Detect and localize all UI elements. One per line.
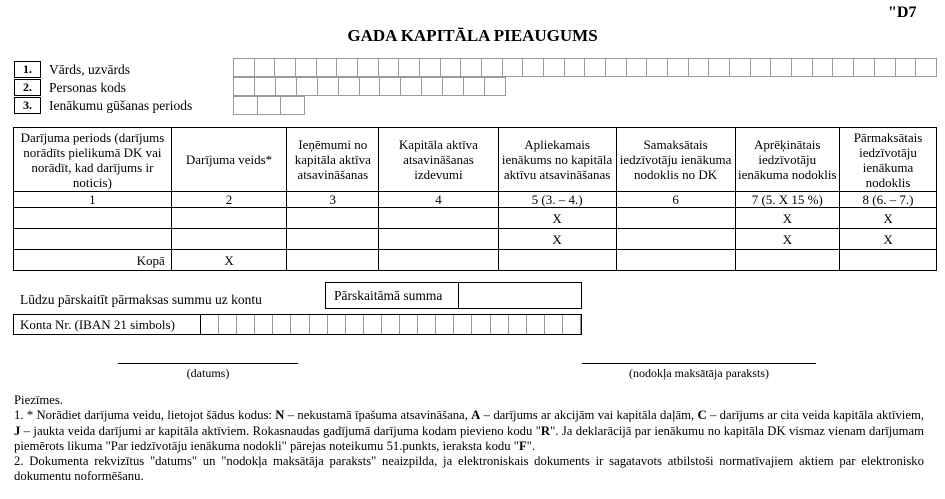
note-text: – jaukta veida darījumi ar kapitāla aktīviem. Rokasnaudas gadījumā darījuma kodam pievieno kodu " xyxy=(20,423,541,438)
column-header: Darījuma veids* xyxy=(171,128,286,192)
field-number: 1. xyxy=(14,61,41,78)
name-char-cell[interactable] xyxy=(647,59,668,76)
column-number: 7 (5. X 15 %) xyxy=(735,192,840,208)
personal-code-char-cell[interactable] xyxy=(443,78,464,95)
table-cell[interactable] xyxy=(287,229,379,250)
total-x-mark: X xyxy=(171,250,286,271)
column-header: Samaksātais iedzīvotāju ienākuma nodoklis no DK xyxy=(616,128,735,192)
account-char-cell[interactable] xyxy=(328,315,346,334)
account-char-cell[interactable] xyxy=(400,315,418,334)
field-label-name: Vārds, uzvārds xyxy=(49,61,130,77)
notes-heading: Piezīmes. xyxy=(14,393,63,407)
table-cell: X xyxy=(840,229,937,250)
account-char-cell[interactable] xyxy=(273,315,291,334)
account-number-input-grid[interactable] xyxy=(201,315,581,334)
code-label: R xyxy=(540,423,551,438)
account-char-cell[interactable] xyxy=(201,315,219,334)
personal-code-char-cell[interactable] xyxy=(422,78,443,95)
account-char-cell[interactable] xyxy=(491,315,509,334)
capital-gains-table xyxy=(13,127,937,271)
name-char-cell[interactable] xyxy=(771,59,792,76)
personal-code-char-cell[interactable] xyxy=(234,78,255,95)
table-cell: X xyxy=(735,208,840,229)
name-char-cell[interactable] xyxy=(482,59,503,76)
column-header: Apliekamais ienākums no kapitāla aktīvu atsavināšanas xyxy=(498,128,616,192)
account-char-cell[interactable] xyxy=(509,315,527,334)
name-char-cell[interactable] xyxy=(916,59,937,76)
name-char-cell[interactable] xyxy=(875,59,896,76)
table-cell[interactable] xyxy=(616,250,735,271)
column-number: 5 (3. – 4.) xyxy=(498,192,616,208)
note-text: ". xyxy=(526,438,536,453)
personal-code-input-grid[interactable] xyxy=(233,77,506,96)
code-label: N xyxy=(275,408,285,423)
name-char-cell[interactable] xyxy=(399,59,420,76)
notes-section xyxy=(14,393,924,485)
name-char-cell[interactable] xyxy=(730,59,751,76)
personal-code-char-cell[interactable] xyxy=(464,78,485,95)
name-char-cell[interactable] xyxy=(689,59,710,76)
account-char-cell[interactable] xyxy=(255,315,273,334)
name-char-cell[interactable] xyxy=(854,59,875,76)
name-char-cell[interactable] xyxy=(503,59,524,76)
account-char-cell[interactable] xyxy=(545,315,563,334)
account-char-cell[interactable] xyxy=(382,315,400,334)
period-input-grid[interactable] xyxy=(233,96,305,115)
table-cell[interactable] xyxy=(616,229,735,250)
period-char-cell[interactable] xyxy=(234,97,258,114)
column-number: 2 xyxy=(171,192,286,208)
account-char-cell[interactable] xyxy=(219,315,237,334)
name-char-cell[interactable] xyxy=(565,59,586,76)
table-cell[interactable] xyxy=(616,208,735,229)
field-row-personal-code xyxy=(14,78,126,97)
date-label: (datums) xyxy=(186,366,230,380)
account-char-cell[interactable] xyxy=(310,315,328,334)
name-char-cell[interactable] xyxy=(833,59,854,76)
table-cell[interactable] xyxy=(171,229,286,250)
personal-code-char-cell[interactable] xyxy=(255,78,276,95)
name-char-cell[interactable] xyxy=(523,59,544,76)
name-char-cell[interactable] xyxy=(441,59,462,76)
note-1 xyxy=(14,408,924,454)
name-char-cell[interactable] xyxy=(668,59,689,76)
table-cell[interactable] xyxy=(379,208,498,229)
table-cell: X xyxy=(498,208,616,229)
account-char-cell[interactable] xyxy=(472,315,490,334)
total-label: Kopā xyxy=(14,250,172,271)
table-cell[interactable] xyxy=(14,208,172,229)
table-cell[interactable] xyxy=(498,250,616,271)
table-cell[interactable] xyxy=(287,208,379,229)
personal-code-char-cell[interactable] xyxy=(339,78,360,95)
code-label: A xyxy=(471,408,481,423)
name-input-grid[interactable] xyxy=(233,58,937,77)
table-cell: X xyxy=(498,229,616,250)
field-row-period xyxy=(14,96,192,115)
account-char-cell[interactable] xyxy=(418,315,436,334)
transfer-request-label: Lūdzu pārskaitīt pārmaksas summu uz kontu xyxy=(20,292,262,307)
name-char-cell[interactable] xyxy=(317,59,338,76)
period-char-cell[interactable] xyxy=(281,97,305,114)
page-title: GADA KAPITĀLA PIEAUGUMS xyxy=(347,26,598,45)
field-number: 2. xyxy=(14,79,41,96)
account-number-row xyxy=(13,314,582,335)
name-char-cell[interactable] xyxy=(792,59,813,76)
table-cell[interactable] xyxy=(379,250,498,271)
signature-label: (nodokļa maksātāja paraksts) xyxy=(629,366,769,380)
table-cell[interactable] xyxy=(171,208,286,229)
account-char-cell[interactable] xyxy=(454,315,472,334)
name-char-cell[interactable] xyxy=(606,59,627,76)
table-cell[interactable] xyxy=(735,250,840,271)
transfer-sum-input[interactable] xyxy=(459,283,581,308)
table-row xyxy=(14,229,937,250)
column-header: Kapitāla aktīva atsavināšanas izdevumi xyxy=(379,128,498,192)
note-text: ". Ja deklarācijā par ienākumu no kapitāla DK vismaz vienam darījumam piemērots likuma "Par iedzīvotāju ienākuma nodokli" pārejas noteikumu 51.punkts, ieraksta kodu " xyxy=(14,423,924,453)
column-number: 1 xyxy=(14,192,172,208)
account-char-cell[interactable] xyxy=(436,315,454,334)
column-header: Darījuma periods (darījums norādīts pielikumā DK vai norādīt, kad darījums ir noticis) xyxy=(14,128,172,192)
column-number: 3 xyxy=(287,192,379,208)
column-header: Aprēķinātais iedzīvotāju ienākuma nodoklis xyxy=(735,128,840,192)
name-char-cell[interactable] xyxy=(296,59,317,76)
personal-code-char-cell[interactable] xyxy=(276,78,297,95)
table-row xyxy=(14,208,937,229)
personal-code-char-cell[interactable] xyxy=(297,78,318,95)
table-cell[interactable] xyxy=(287,250,379,271)
column-number: 8 (6. – 7.) xyxy=(840,192,937,208)
name-char-cell[interactable] xyxy=(751,59,772,76)
name-char-cell[interactable] xyxy=(461,59,482,76)
field-row-name xyxy=(14,60,130,79)
note-2: 2. Dokumenta rekvizītus "datums" un "nodokļa maksātāja paraksts" neaizpilda, ja elektroniskais dokuments ir sagatavots atbilstoši normatīvajiem aktiem par elektronisko dokumentu noformēšanu. xyxy=(14,454,924,484)
form-code: "D7 xyxy=(888,4,917,21)
table-cell[interactable] xyxy=(379,229,498,250)
account-char-cell[interactable] xyxy=(364,315,382,334)
note-text: 1. * Norādiet darījuma veidu, lietojot šādus kodus: xyxy=(14,408,276,423)
field-number: 3. xyxy=(14,97,41,114)
date-line[interactable] xyxy=(118,363,298,364)
total-row xyxy=(14,250,937,271)
name-char-cell[interactable] xyxy=(255,59,276,76)
name-char-cell[interactable] xyxy=(896,59,917,76)
account-char-cell[interactable] xyxy=(563,315,581,334)
transfer-sum-label: Pārskaitāmā summa xyxy=(326,283,459,308)
account-char-cell[interactable] xyxy=(291,315,309,334)
personal-code-char-cell[interactable] xyxy=(318,78,339,95)
account-char-cell[interactable] xyxy=(346,315,364,334)
name-char-cell[interactable] xyxy=(813,59,834,76)
table-cell[interactable] xyxy=(840,250,937,271)
table-cell: X xyxy=(735,229,840,250)
note-text: – darījums ar cita veida kapitāla aktīviem, xyxy=(706,408,924,423)
field-label-personal-code: Personas kods xyxy=(49,79,126,95)
name-char-cell[interactable] xyxy=(358,59,379,76)
name-char-cell[interactable] xyxy=(379,59,400,76)
column-number: 4 xyxy=(379,192,498,208)
account-char-cell[interactable] xyxy=(527,315,545,334)
code-label: J xyxy=(14,423,21,438)
code-label: C xyxy=(697,408,707,423)
name-char-cell[interactable] xyxy=(627,59,648,76)
name-char-cell[interactable] xyxy=(709,59,730,76)
table-cell: X xyxy=(840,208,937,229)
name-char-cell[interactable] xyxy=(337,59,358,76)
table-cell[interactable] xyxy=(14,229,172,250)
account-number-label: Konta Nr. (IBAN 21 simbols) xyxy=(14,315,201,334)
account-char-cell[interactable] xyxy=(237,315,255,334)
column-number: 6 xyxy=(616,192,735,208)
name-char-cell[interactable] xyxy=(234,59,255,76)
personal-code-char-cell[interactable] xyxy=(380,78,401,95)
personal-code-char-cell[interactable] xyxy=(360,78,381,95)
name-char-cell[interactable] xyxy=(544,59,565,76)
column-header: Pārmaksātais iedzīvotāju ienākuma nodoklis xyxy=(840,128,937,192)
name-char-cell[interactable] xyxy=(275,59,296,76)
personal-code-char-cell[interactable] xyxy=(485,78,506,95)
field-label-period: Ienākumu gūšanas periods xyxy=(49,97,193,113)
personal-code-char-cell[interactable] xyxy=(401,78,422,95)
note-text: – darījums ar akcijām vai kapitāla daļām, xyxy=(480,408,698,423)
transfer-sum-box xyxy=(325,282,582,309)
note-text: – nekustamā īpašuma atsavināšana, xyxy=(284,408,472,423)
signature-line[interactable] xyxy=(582,363,816,364)
code-label: F xyxy=(518,438,527,453)
column-header: Ieņēmumi no kapitāla aktīva atsavināšanas xyxy=(287,128,379,192)
name-char-cell[interactable] xyxy=(420,59,441,76)
name-char-cell[interactable] xyxy=(585,59,606,76)
period-char-cell[interactable] xyxy=(258,97,282,114)
